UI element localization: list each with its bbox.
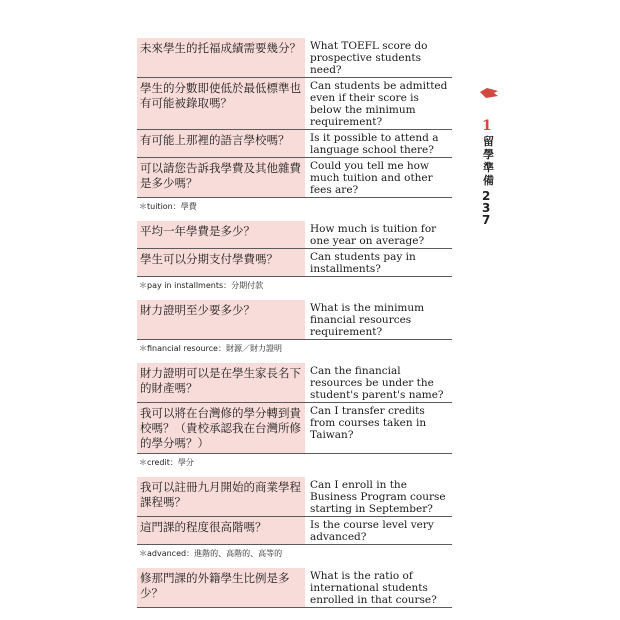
phrase-group [137,363,452,470]
vocab-note: ＊tuition：學費 [139,202,197,211]
vocab-note: ＊pay in installments：分期付款 [139,281,264,290]
english-question: Can students pay in installments? [310,251,416,275]
vocab-note: ＊financial resource：財源／財力證明 [139,344,282,353]
vocab-note: ＊credit：學分 [139,458,194,467]
english-question: Could you tell me how much tuition and other fees are? [310,160,433,196]
chinese-question: 學生可以分期支付學費嗎？ [137,249,305,276]
phrase-row [137,158,452,198]
english-question: Is the course level very advanced? [310,519,434,543]
english-question: How much is tuition for one year on average? [310,223,437,247]
phrase-group [137,300,452,356]
phrase-row [137,517,452,545]
chinese-question: 學生的分數即使低於最低標準也有可能被錄取嗎？ [137,78,305,129]
phrase-row [137,363,452,403]
english-question: What TOEFL score do prospective students need? [310,40,428,76]
phrase-group [137,568,452,608]
english-question: Can I enroll in the Business Program course starting in September? [310,479,446,515]
vocab-note: ＊advanced：進階的、高階的、高等的 [139,549,283,558]
phrase-row [137,221,452,249]
chinese-question: 這門課的程度很高階嗎？ [137,517,305,544]
chinese-question: 可以請您告訴我學費及其他雜費是多少嗎？ [137,158,305,197]
english-question: What is the ratio of international students enrolled in that course? [310,570,437,606]
phrase-group [137,221,452,293]
english-question: Can students be admitted even if their score is below the minimum requirement? [310,80,448,128]
phrase-row [137,568,452,608]
phrase-row [137,130,452,158]
english-question: Is it possible to attend a language school there? [310,132,439,156]
chapter-title: 留學準備 [483,135,494,187]
chinese-question: 修那門課的外籍學生比例是多少？ [137,568,305,607]
chinese-question: 未來學生的托福成績需要幾分？ [137,38,305,77]
phrase-row [137,477,452,517]
phrase-row [137,249,452,277]
chinese-question: 財力證明至少要多少？ [137,300,305,339]
chinese-question: 平均一年學費是多少？ [137,221,305,248]
page-number: 237 [482,189,491,227]
phrase-row [137,300,452,340]
phrase-table [137,38,452,615]
english-question: What is the minimum financial resources requirement? [310,302,425,338]
chinese-question: 財力證明可以是在學生家長名下的財產嗎？ [137,363,305,402]
chinese-question: 我可以註冊九月開始的商業學程課程嗎？ [137,477,305,516]
english-question: Can I transfer credits from courses taken in Taiwan? [310,405,427,441]
chinese-question: 有可能上那裡的語言學校嗎？ [137,130,305,157]
chapter-number: 1 [482,118,492,134]
phrase-group [137,38,452,214]
bookmark-icon [480,88,498,98]
english-question: Can the financial resources be under the student's parent's name? [310,365,444,401]
phrase-group [137,477,452,561]
phrase-row [137,78,452,130]
chinese-question: 我可以將在台灣修的學分轉到貴校嗎？（貴校承認我在台灣所修的學分嗎？） [137,403,305,453]
phrase-row [137,403,452,454]
phrase-row [137,38,452,78]
